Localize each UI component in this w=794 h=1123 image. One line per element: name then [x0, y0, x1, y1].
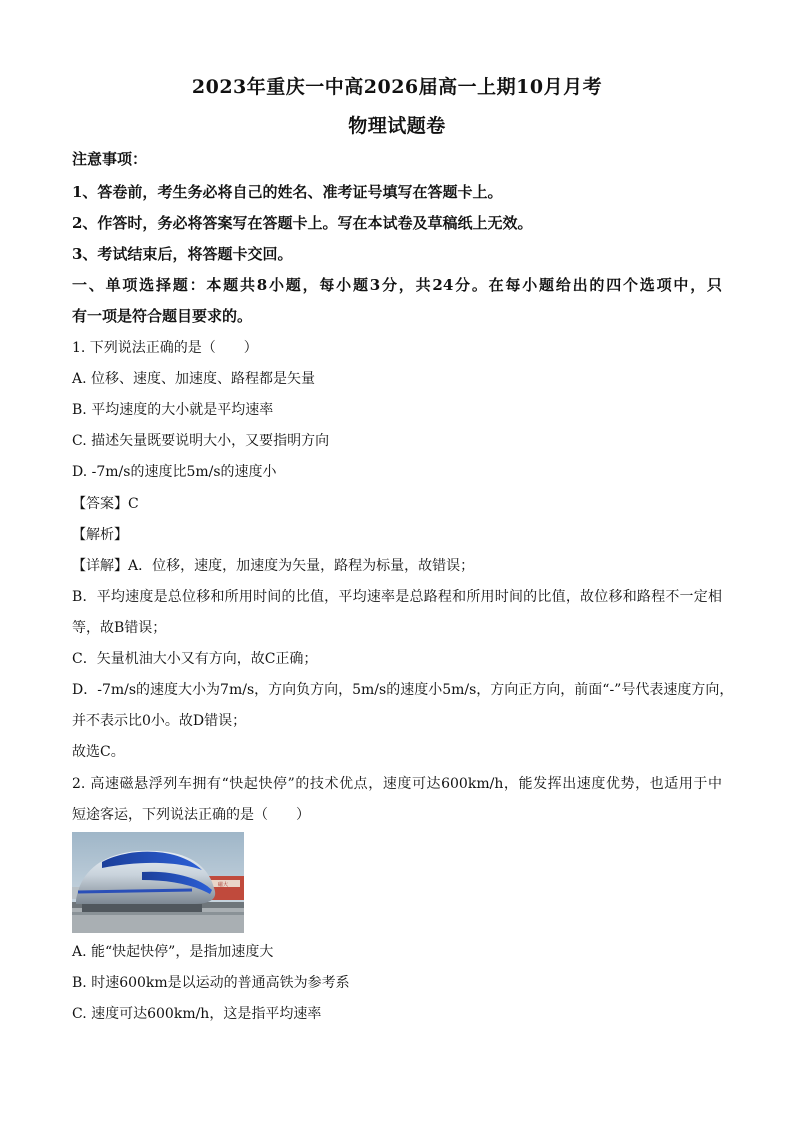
- question-2-option-a: A. 能“快起快停”，是指加速度大: [72, 944, 274, 960]
- notice-item: 3、考试结束后，将答题卡交回。: [72, 245, 293, 263]
- question-1-detail: C．矢量机油大小又有方向，故C正确；: [72, 651, 318, 667]
- section-heading: 一、单项选择题：本题共8小题，每小题3分，共24分。在每小题给出的四个选项中，只: [72, 276, 722, 294]
- question-1-analysis-label: 【解析】: [72, 527, 128, 543]
- question-1-detail: 等，故B错误；: [72, 620, 167, 636]
- exam-subtitle: 物理试题卷: [348, 115, 446, 137]
- question-1-option-a: A. 位移、速度、加速度、路程都是矢量: [72, 371, 316, 387]
- question-1-option-c: C. 描述矢量既要说明大小，又要指明方向: [72, 433, 330, 449]
- question-1-detail: B．平均速度是总位移和所用时间的比值，平均速率是总路程和所用时间的比值，故位移和路程不一定相: [72, 589, 722, 605]
- question-2-option-b: B. 时速600km是以运动的普通高铁为参考系: [72, 975, 350, 991]
- maglev-train-photo: [72, 832, 244, 933]
- question-1-detail: 【详解】A．位移，速度，加速度为矢量，路程为标量，故错误；: [72, 558, 475, 574]
- photo-sign-text: 磁大: [218, 882, 229, 888]
- question-2-stem-cont: 短途客运，下列说法正确的是（ ）: [72, 807, 310, 823]
- question-1-detail: D．-7m/s的速度大小为7m/s，方向负方向，5m/s的速度小5m/s，方向正方向，前面“-”号代表速度方向，: [72, 682, 734, 698]
- exam-title: 2023年重庆一中高2026届高一上期10月月考: [191, 76, 603, 98]
- question-1-detail: 并不表示比0小。故D错误；: [72, 713, 247, 729]
- question-1-option-b: B. 平均速度的大小就是平均速率: [72, 402, 274, 418]
- notice-item: 2、作答时，务必将答案写在答题卡上。写在本试卷及草稿纸上无效。: [72, 214, 533, 232]
- notice-heading: 注意事项：: [72, 150, 148, 168]
- notice-item: 1、答卷前，考生务必将自己的姓名、准考证号填写在答题卡上。: [72, 183, 503, 201]
- question-2-stem: 2. 高速磁悬浮列车拥有“快起快停”的技术优点，速度可达600km/h，能发挥出速度优势，也适用于中: [72, 776, 722, 792]
- question-1-stem: 1. 下列说法正确的是（ ）: [72, 340, 258, 356]
- question-1-answer: 【答案】C: [72, 496, 139, 512]
- question-2-option-c: C. 速度可达600km/h，这是指平均速率: [72, 1006, 322, 1022]
- question-1-detail: 故选C。: [72, 744, 125, 760]
- question-1-option-d: D. -7m/s的速度比5m/s的速度小: [72, 464, 277, 480]
- section-heading-cont: 有一项是符合题目要求的。: [72, 307, 253, 325]
